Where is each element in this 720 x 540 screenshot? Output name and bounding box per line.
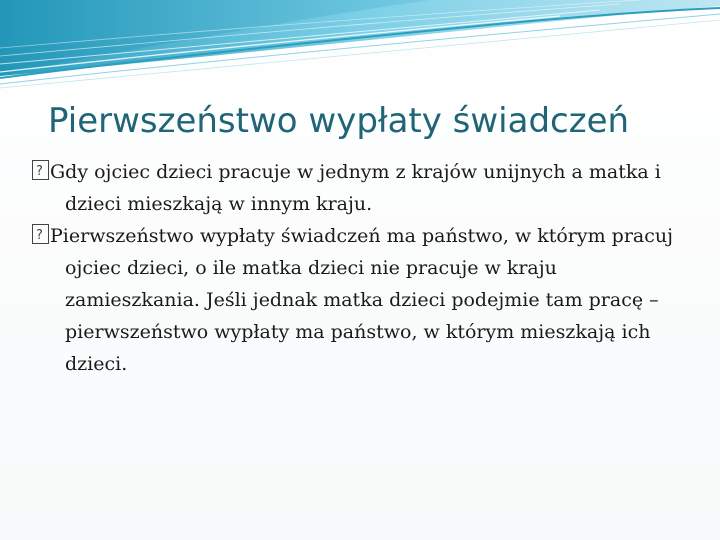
header-wave-decoration: [0, 0, 720, 90]
bullet-item-1: [32, 156, 692, 220]
bullet-text-2: Pierwszeństwo wypłaty świadczeń ma państwo, w którym pracuj ojciec dzieci, o ile matka dzieci nie pracuje w kraju zamieszkania. Jeśli jednak matka dzieci podejmie tam pracę – pierwszeństwo wypłaty ma państwo, w którym mieszkają ich dzieci.: [50, 225, 674, 375]
bullet-text-1: Gdy ojciec dzieci pracuje w jednym z krajów unijnych a matka i dzieci mieszkają w innym kraju.: [50, 161, 661, 215]
slide-title: Pierwszeństwo wypłaty świadczeń: [48, 101, 630, 141]
bullet-item-2: [32, 220, 692, 380]
bullet-list: [32, 156, 692, 380]
missing-glyph-box-icon: [32, 160, 49, 180]
missing-glyph-box-icon: [32, 224, 49, 244]
